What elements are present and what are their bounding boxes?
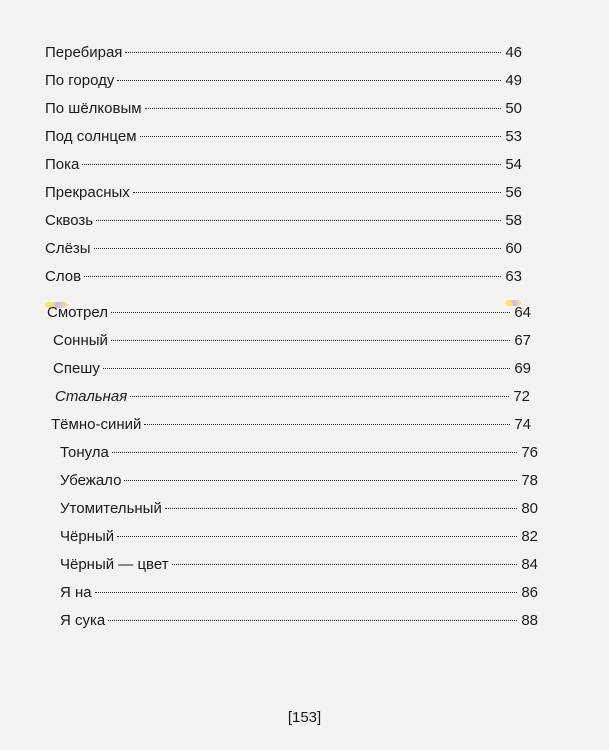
dot-leader [84, 276, 501, 277]
toc-entry-title: По шёлковым [45, 100, 142, 117]
dot-leader [133, 192, 502, 193]
toc-entry-page: 54 [505, 156, 522, 173]
toc-entry-title: Утомительный [60, 500, 162, 517]
toc-entry [45, 239, 522, 259]
toc-entry-title: Убежало [60, 472, 122, 489]
dot-leader [117, 536, 517, 537]
toc-entry-title: Я сука [60, 612, 106, 629]
toc-entry-page: 86 [521, 584, 538, 601]
toc-entry-page: 64 [514, 304, 531, 321]
toc-entry [60, 471, 538, 491]
toc-entry [45, 155, 522, 175]
toc-entry-title: Тёмно-синий [51, 416, 142, 433]
toc-entry [51, 415, 531, 435]
toc-entry-page: 63 [505, 268, 522, 285]
toc-entry [45, 71, 522, 91]
toc-entry [45, 99, 522, 119]
toc-entry-title: Слов [45, 268, 82, 285]
toc-entry [53, 331, 531, 351]
toc-entry-title: По городу [45, 72, 115, 89]
toc-entry-title: Прекрасных [45, 184, 130, 201]
toc-entry [45, 183, 522, 203]
toc-entry-page: 50 [505, 100, 522, 117]
dot-leader [95, 592, 518, 593]
toc-entry-title: Я на [60, 584, 92, 601]
toc-entry-page: 49 [505, 72, 522, 89]
toc-entry-page: 67 [514, 332, 531, 349]
dot-leader [144, 424, 510, 425]
toc-entry [47, 303, 531, 323]
dot-leader [117, 80, 501, 81]
dot-leader [124, 480, 517, 481]
toc-entry-title: Сквозь [45, 212, 94, 229]
toc-entry [60, 443, 538, 463]
toc-entry-title: Под солнцем [45, 128, 137, 145]
toc-entry [53, 359, 531, 379]
dot-leader [130, 396, 509, 397]
toc-entry-title: Слёзы [45, 240, 91, 257]
toc-entry [55, 387, 530, 407]
toc-entry-page: 58 [505, 212, 522, 229]
toc-entry-page: 46 [505, 44, 522, 61]
toc-entry-page: 82 [521, 528, 538, 545]
toc-entry-page: 69 [514, 360, 531, 377]
dot-leader [140, 136, 502, 137]
dot-leader [112, 452, 517, 453]
dot-leader [165, 508, 517, 509]
toc-entry [45, 127, 522, 147]
toc-entry-title: Сонный [53, 332, 108, 349]
toc-entry [45, 211, 522, 231]
toc-entry-title: Чёрный — цвет [60, 556, 169, 573]
dot-leader [103, 368, 510, 369]
toc-entry-page: 72 [513, 388, 530, 405]
dot-leader [111, 312, 510, 313]
dot-leader [111, 340, 510, 341]
dot-leader [94, 248, 502, 249]
dot-leader [96, 220, 501, 221]
toc-entry-page: 78 [521, 472, 538, 489]
toc-entry-page: 88 [521, 612, 538, 629]
toc-entry [60, 555, 538, 575]
toc-entry-page: 74 [514, 416, 531, 433]
toc-entry-title: Перебирая [45, 44, 123, 61]
dot-leader [145, 108, 502, 109]
toc-entry-page: 76 [521, 444, 538, 461]
toc-entry-page: 60 [505, 240, 522, 257]
toc-entry-page: 80 [521, 500, 538, 517]
toc-entry-page: 56 [505, 184, 522, 201]
toc-entry-title: Чёрный [60, 528, 115, 545]
toc-entry [45, 267, 522, 287]
dot-leader [82, 164, 501, 165]
toc-entry-page: 53 [505, 128, 522, 145]
toc-entry-title: Смотрел [47, 304, 108, 321]
toc-entry [60, 527, 538, 547]
toc-entry [60, 611, 538, 631]
toc-entry [60, 499, 538, 519]
dot-leader [125, 52, 501, 53]
dot-leader [172, 564, 518, 565]
toc-entry [60, 583, 538, 603]
toc-entry-title: Пока [45, 156, 80, 173]
toc-entry-page: 84 [521, 556, 538, 573]
toc-entry-title: Тонула [60, 444, 109, 461]
toc-entry-title: Спешу [53, 360, 100, 377]
dot-leader [108, 620, 517, 621]
toc-entry-title: Стальная [55, 388, 128, 405]
toc-entry [45, 43, 522, 63]
page-number: [153] [287, 709, 322, 726]
